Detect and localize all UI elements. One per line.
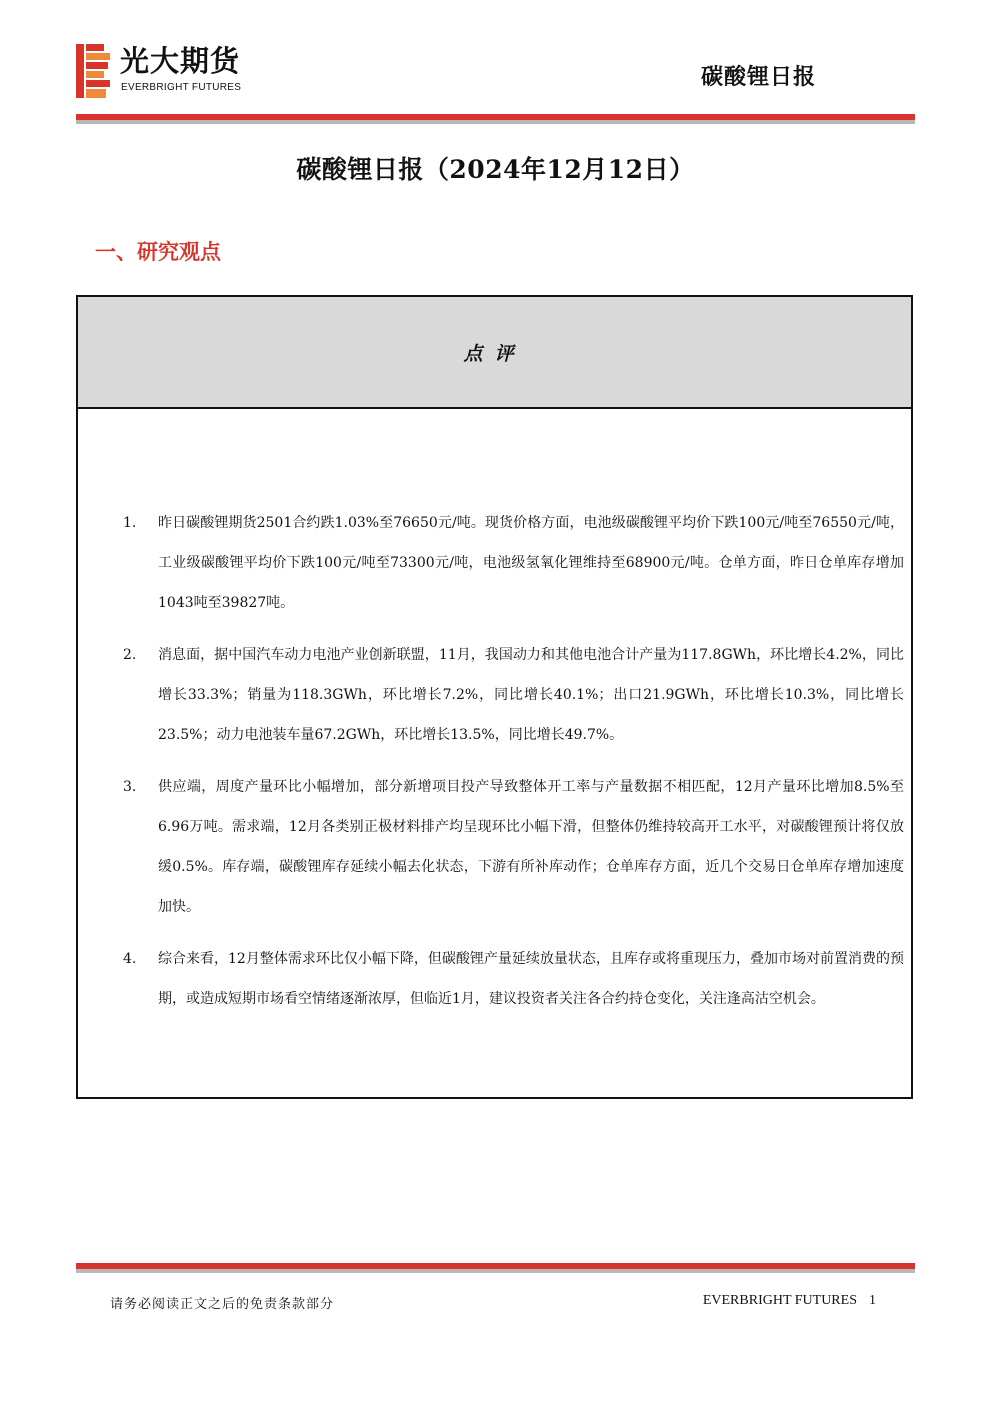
list-item-number: 2. <box>123 647 137 663</box>
document-title: 碳酸锂日报（2024年12月12日） <box>296 155 695 184</box>
list-item-text: 昨日碳酸锂期货2501合约跌1.03%至76650元/吨。现货价格方面，电池级碳酸锂平均价下跌100元/吨至76550元/吨，工业级碳酸锂平均价下跌100元/吨至73300元/吨，电池级氢氧化锂维持至68900元/吨。仓单方面，昨日仓单库存增加1043吨至39827吨。 <box>158 515 904 611</box>
list-item-number: 1. <box>123 515 137 531</box>
commentary-list <box>78 503 911 1031</box>
list-item-number: 3. <box>123 779 137 795</box>
list-item-number: 4. <box>123 951 137 967</box>
commentary-box <box>76 295 913 1099</box>
footer-brand <box>703 1293 876 1309</box>
list-item-text: 供应端，周度产量环比小幅增加，部分新增项目投产导致整体开工率与产量数据不相匹配，12月产量环比增加8.5%至6.96万吨。需求端，12月各类别正极材料排产均呈现环比小幅下滑，但整体仍维持较高开工水平，对碳酸锂预计将仅放缓0.5%。库存端，碳酸锂库存延续小幅去化状态，下游有所补库动作；仓单库存方面，近几个交易日仓单库存增加速度加快。 <box>158 779 904 915</box>
footer-rule <box>76 1263 915 1273</box>
list-item <box>78 635 911 755</box>
footer-disclaimer: 请务必阅读正文之后的免责条款部分 <box>110 1297 335 1312</box>
list-item-text: 消息面，据中国汽车动力电池产业创新联盟，11月，我国动力和其他电池合计产量为117.8GWh，环比增长4.2%，同比增长33.3%；销量为118.3GWh，环比增长7.2%，同比增长40.1%；出口21.9GWh，环比增长10.3%，同比增长23.5%；动力电池装车量67.2GWh，环比增长13.5%，同比增长49.7%。 <box>158 647 904 743</box>
logo-name-en: EVERBRIGHT FUTURES <box>121 82 242 93</box>
header-rule <box>76 114 915 124</box>
list-item-text: 综合来看，12月整体需求环比仅小幅下降，但碳酸锂产量延续放量状态，且库存或将重现压力，叠加市场对前置消费的预期，或造成短期市场看空情绪逐渐浓厚，但临近1月，建议投资者关注各合约持仓变化，关注逢高沽空机会。 <box>158 951 904 1007</box>
section-heading: 一、研究观点 <box>95 239 221 264</box>
footer-brand-name: EVERBRIGHT FUTURES <box>702 1293 857 1308</box>
company-logo <box>76 40 296 100</box>
commentary-box-heading: 点评 <box>78 297 911 409</box>
page-number: 1 <box>869 1293 876 1308</box>
list-item <box>78 767 911 927</box>
logo-name-cn: 光大期货 <box>120 44 241 78</box>
header-title: 碳酸锂日报 <box>700 64 816 90</box>
everbright-logo-icon <box>76 44 112 98</box>
list-item <box>78 939 911 1019</box>
list-item <box>78 503 911 623</box>
